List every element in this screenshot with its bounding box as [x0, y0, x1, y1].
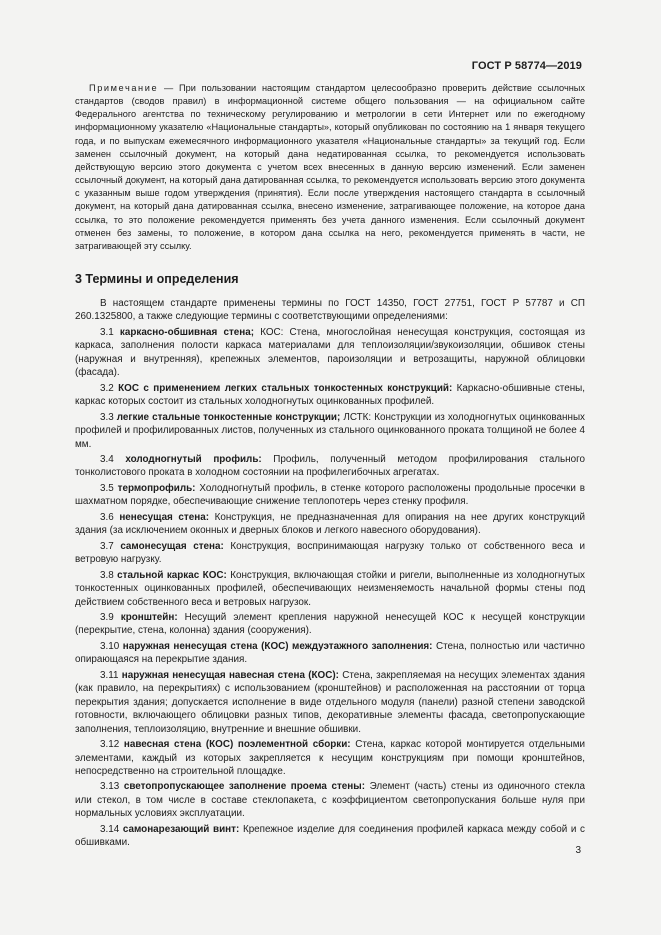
term-number: 3.5	[100, 482, 114, 494]
term-name: кронштейн:	[120, 611, 178, 623]
term-text: Конструкция, включающая стойки и ригели, выполненные из холодногнутых тонкостенных оцинкованных профилей, обеспечивающих неизменяемость начальной формы стены под действием собственного веса и ветровых нагрузок.	[75, 569, 585, 608]
term-definition-3-6	[75, 511, 585, 538]
term-number: 3.12	[100, 739, 120, 751]
term-name: наружная ненесущая стена (КОС) междуэтажного заполнения:	[122, 640, 433, 652]
term-text: Стена, полностью или частично опирающаяся на перекрытие здания.	[75, 640, 585, 666]
term-number: 3.10	[100, 640, 120, 652]
section-title: 3 Термины и определения	[75, 272, 239, 286]
term-definition-3-12	[75, 738, 585, 778]
term-number: 3.14	[100, 823, 120, 835]
term-name: светопропускающее заполнение проема стены:	[123, 781, 365, 793]
term-text: Холодногнутый профиль, в стенке которого расположены продольные просечки в шахматном порядке, обеспечивающие снижение теплопотерь через стенку профиля.	[75, 482, 585, 508]
document-header: ГОСТ Р 58774—2019	[471, 60, 582, 72]
term-name: навесная стена (КОС) поэлементной сборки:	[123, 739, 351, 751]
term-number: 3.4	[100, 453, 114, 465]
term-text: Конструкция, не предназначенная для опирания на нее других конструкций здания (за исключением оконных и дверных блоков и легкого навесного оборудования).	[75, 511, 585, 537]
term-definition-3-1	[75, 326, 585, 380]
term-name: холодногнутый профиль:	[125, 453, 262, 465]
reference-note	[75, 82, 585, 253]
term-text: Каркасно-обшивные стены, каркас которых состоит из стальных холодногнутых оцинкованных профилей.	[75, 382, 586, 408]
term-name: термопрофиль:	[117, 482, 196, 494]
term-number: 3.11	[100, 669, 119, 681]
note-label: Примечание	[89, 83, 159, 93]
term-definition-3-2	[75, 382, 585, 409]
term-name: самонесущая стена:	[120, 540, 224, 552]
term-definition-3-9	[75, 611, 585, 638]
terms-list	[75, 326, 585, 850]
term-text: ЛСТК: Конструкции из холодногнутых оцинкованных профилей и профилированных листов, полученных из стального оцинкованного проката толщиной не более 4 мм.	[75, 411, 585, 450]
term-definition-3-5	[75, 482, 585, 509]
term-text: Стена, каркас которой монтируется отдельными элементами, каждый из которых закрепляется к несущим конструкциям при помощи кронштейнов, непосредственно на строительной площадке.	[75, 739, 585, 777]
term-number: 3.1	[100, 326, 114, 338]
terms-body	[75, 297, 585, 852]
term-number: 3.9	[100, 611, 114, 623]
term-text: Элемент (часть) стены из одиночного стекла или стекол, в том числе в составе стеклопакета, с коэффициентом светопропускания больше нуля при нормальных условиях эксплуатации.	[75, 781, 585, 820]
term-definition-3-10	[75, 640, 585, 667]
term-definition-3-14	[75, 823, 585, 850]
intro-paragraph: В настоящем стандарте применены термины по ГОСТ 14350, ГОСТ 27751, ГОСТ Р 57787 и СП 260.1325800, а также следующие термины с соответствующими определениями:	[75, 298, 585, 323]
term-name: ненесущая стена:	[119, 511, 209, 523]
term-text: Крепежное изделие для соединения профилей каркаса между собой и с обшивками.	[75, 823, 585, 849]
term-text: Профиль, полученный методом профилирования стального тонколистового проката в холодном состоянии на профилегибочных агрегатах.	[75, 453, 585, 479]
term-name: КОС с применением легких стальных тонкостенных конструкций:	[118, 382, 453, 394]
term-definition-3-11	[75, 669, 585, 736]
term-text: Конструкция, воспринимающая нагрузку только от собственного веса и ветровую нагрузку.	[75, 540, 586, 566]
term-text: КОС: Стена, многослойная ненесущая конструкция, состоящая из каркаса, заполнения полости каркаса материалами для теплоизоляции/звукоизоляции, обшивок стены (наружная и внутренняя), крепежных элементов, пароизоляции и ветрозащиты, наружной облицовки (фасада).	[75, 326, 585, 379]
term-number: 3.2	[100, 382, 114, 394]
term-name: легкие стальные тонкостенные конструкции;	[116, 411, 341, 423]
term-text: Стена, закрепляемая на несущих элементах здания (как правило, на перекрытиях) с использованием (кронштейнов) и расположенная на расстоянии от торца перекрытия здания; допускается исполнение в виде отдельного модуля (панели) разной степени заводской готовности, включающего облицовки разных типов, декоративные элементы фасада, светопропускающие заполнения, теплоизоляцию, внутренние и внешние обшивки.	[75, 669, 586, 735]
term-name: наружная ненесущая навесная стена (КОС):	[121, 669, 339, 681]
term-name: самонарезающий винт:	[122, 823, 240, 835]
term-definition-3-8	[75, 569, 585, 609]
term-number: 3.3	[100, 411, 114, 423]
term-number: 3.13	[100, 781, 120, 793]
page-number: 3	[575, 845, 581, 856]
note-text: — При пользовании настоящим стандартом целесообразно проверить действие ссылочных стандартов (сводов правил) в информационной системе общего пользования — на официальном сайте Федерального агентства по техническому регулированию и метрологии в сети Интернет или по ежегодному информационному указателю «Национальные стандарты», который опубликован по состоянию на 1 января текущего года, и по выпускам ежемесячного информационного указателя «Национальные стандарты» за текущий год. Если заменен ссылочный документ, на который дана недатированная ссылка, то рекомендуется использовать действующую версию этого документа с учетом всех внесенных в данную версию изменений. Если заменен ссылочный документ, на который дана датированная ссылка, то рекомендуется использовать версию этого документа с указанным выше годом утверждения (принятия). Если после утверждения настоящего стандарта в ссылочный документ, на который дана датированная ссылка, внесено изменение, затрагивающее положение, на которое дана ссылка, то это положение рекомендуется применять без учета данного изменения. Если ссылочный документ отменен без замены, то положение, в котором дана ссылка на него, рекомендуется применять в части, не затрагивающей эту ссылку.	[75, 83, 585, 251]
term-number: 3.6	[100, 511, 114, 523]
term-name: каркасно-обшивная стена;	[119, 326, 255, 338]
term-name: стальной каркас КОС:	[117, 569, 227, 581]
term-number: 3.8	[100, 569, 114, 581]
term-definition-3-3	[75, 411, 585, 451]
term-definition-3-13	[75, 780, 585, 820]
term-text: Несущий элемент крепления наружной ненесущей КОС к несущей конструкции (перекрытие, стена, колонна) здания (сооружения).	[75, 611, 585, 637]
term-definition-3-4	[75, 453, 585, 480]
term-number: 3.7	[100, 540, 114, 552]
term-definition-3-7	[75, 540, 585, 567]
